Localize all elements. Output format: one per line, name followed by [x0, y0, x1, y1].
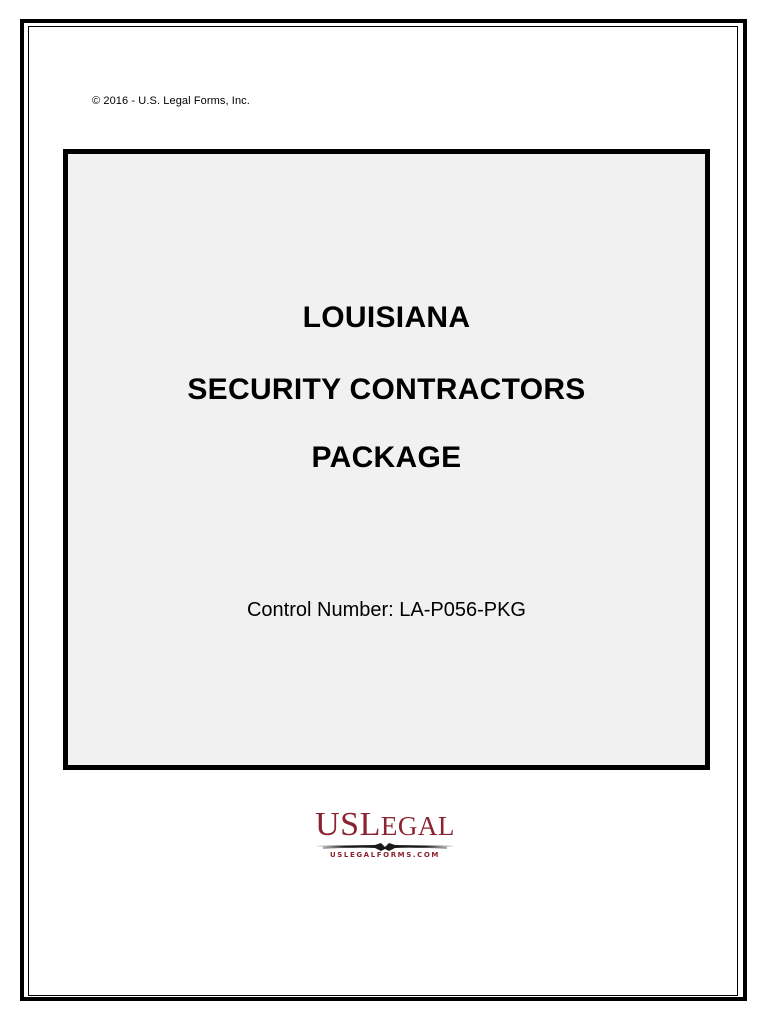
control-number: Control Number: LA-P056-PKG	[246, 599, 526, 621]
title-box	[63, 149, 710, 770]
logo-egal: EGAL	[380, 811, 455, 841]
title-package: PACKAGE	[311, 441, 462, 474]
title-state: LOUISIANA	[302, 301, 471, 334]
copyright-notice: © 2016 - U.S. Legal Forms, Inc.	[92, 95, 250, 107]
logo-l: L	[359, 806, 381, 843]
uslegal-logo	[305, 805, 465, 865]
logo-us: US	[315, 806, 360, 843]
title-subject: SECURITY CONTRACTORS	[187, 373, 586, 406]
logo-wordmark	[305, 805, 465, 846]
logo-url: USLEGALFORMS.COM	[329, 851, 441, 859]
